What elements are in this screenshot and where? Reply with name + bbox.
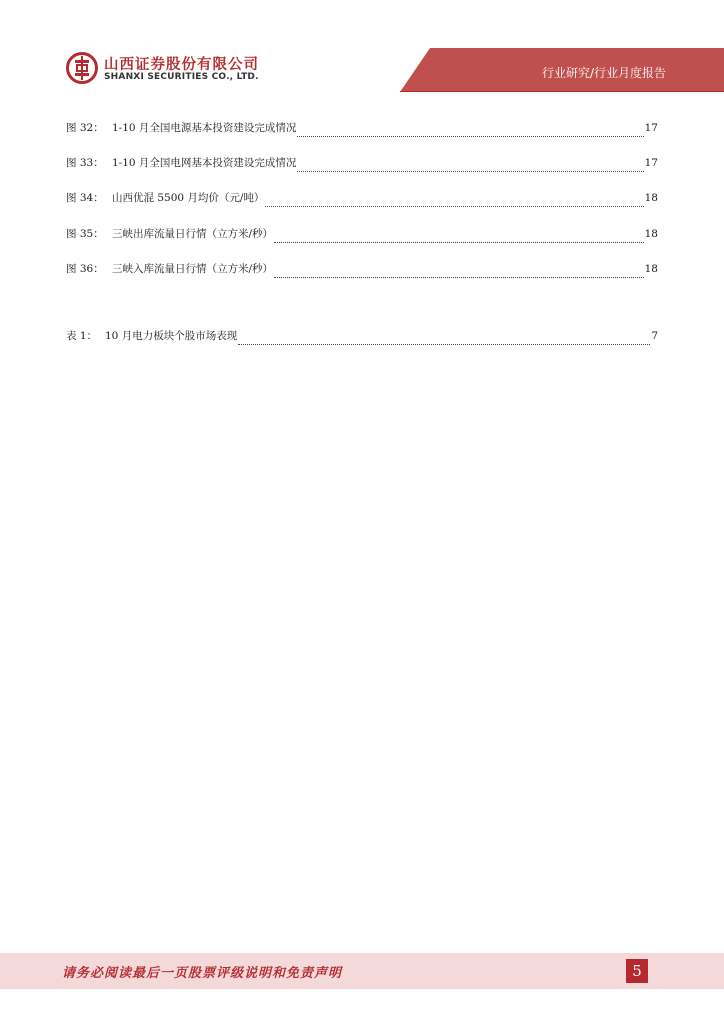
toc-entry-label: 表 1： [66,330,98,342]
toc-entry-title: 山西优混 5500 月均价（元/吨） [112,192,265,204]
toc-entry[interactable] [66,226,658,246]
toc-leader-dots [274,269,644,278]
toc-entry[interactable] [66,120,658,140]
toc-entry[interactable] [66,190,658,210]
page-header [0,0,724,100]
toc-leader-dots [297,163,643,172]
toc-entry[interactable] [66,328,658,348]
toc-entry-title: 三峡入库流量日行情（立方米/秒） [112,263,274,275]
company-name-cn: 山西证券股份有限公司 [104,57,259,73]
toc-entry-title: 10 月电力板块个股市场表现 [105,330,238,342]
disclaimer-notice: 请务必阅读最后一页股票评级说明和免责声明 [62,966,343,981]
toc-entry[interactable] [66,261,658,281]
toc-entry-label: 图 35： [66,228,104,240]
toc-leader-dots [297,128,643,137]
toc-entry-title: 1-10 月全国电网基本投资建设完成情况 [112,157,297,169]
shanxi-securities-logo-icon [66,52,98,84]
toc-entry[interactable] [66,155,658,175]
toc-entry-page: 17 [644,157,658,169]
toc-entry-title: 三峡出库流量日行情（立方米/秒） [112,228,274,240]
toc-entry-label: 图 36： [66,263,104,275]
toc-entry-page: 18 [644,263,658,275]
report-type-label: 行业研究/行业月度报告 [541,66,666,80]
toc-entry-page: 18 [644,192,658,204]
toc-leader-dots [238,336,650,345]
toc-leader-dots [265,198,643,207]
company-name-en: SHANXI SECURITIES CO., LTD. [104,72,259,82]
toc-entry-label: 图 32： [66,122,104,134]
toc-leader-dots [274,234,644,243]
toc-entry-page: 17 [644,122,658,134]
toc-entry-page: 18 [644,228,658,240]
toc-entry-label: 图 33： [66,157,104,169]
page-number: 5 [626,959,648,983]
toc-entry-title: 1-10 月全国电源基本投资建设完成情况 [112,122,297,134]
toc-entry-label: 图 34： [66,192,104,204]
toc-entry-page: 7 [651,330,658,342]
